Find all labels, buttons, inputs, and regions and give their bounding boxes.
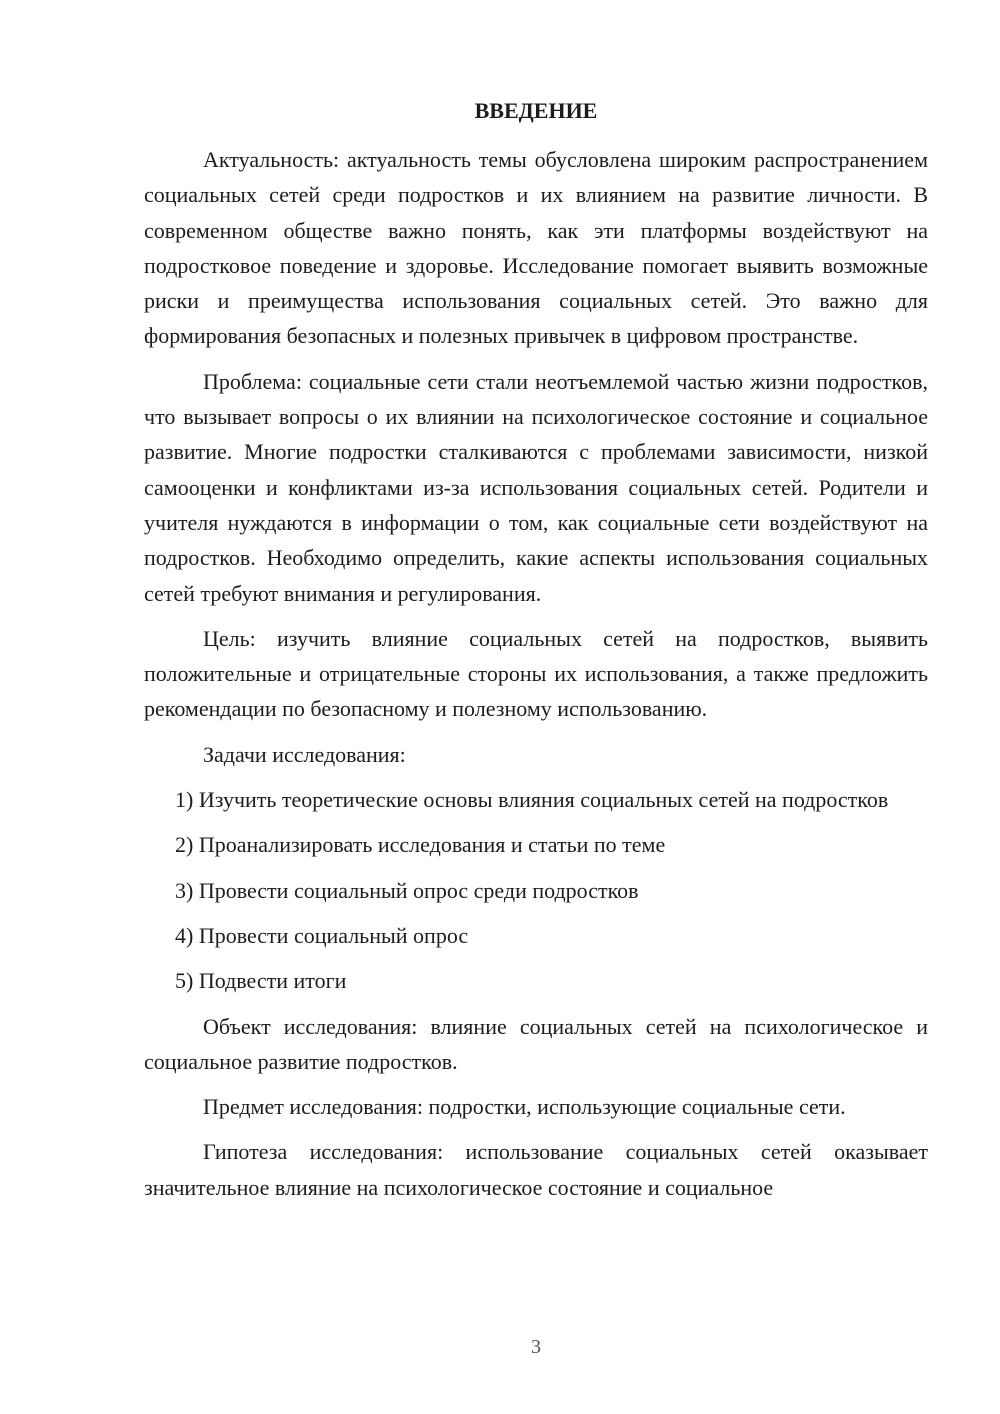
task-item-5: 5) Подвести итоги: [175, 968, 347, 994]
paragraph-tasks-heading: Задачи исследования:: [203, 741, 406, 767]
page-title: ВВЕДЕНИЕ: [474, 98, 598, 123]
document-page: [144, 94, 928, 1215]
page-number: 3: [531, 1336, 541, 1358]
task-item-3: 3) Провести социальный опрос среди подростков: [175, 877, 639, 903]
paragraph-goal: Цель: изучить влияние социальных сетей на подростков, выявить положительные и отрицательные стороны их использования, а также предложить рекомендации по безопасному и полезному использованию.: [144, 625, 928, 722]
paragraph-subject: Предмет исследования: подростки, использующие социальные сети.: [203, 1094, 846, 1120]
task-item-4: 4) Провести социальный опрос: [175, 922, 469, 948]
task-item-1: 1) Изучить теоретические основы влияния социальных сетей на подростков: [175, 787, 889, 813]
paragraph-relevance: Актуальность: актуальность темы обусловлена широким распространением социальных сетей среди подростков и их влиянием на развитие личности. В современном обществе важно понять, как эти платформы воздействуют на подростковое поведение и здоровье. Исследование помогает выявить возможные риски и преимущества использования социальных сетей. Это важно для формирования безопасных и полезных привычек в цифровом пространстве.: [144, 147, 928, 349]
paragraph-object: Объект исследования: влияние социальных сетей на психологическое и социальное развитие подростков.: [144, 1013, 928, 1074]
task-item-2: 2) Проанализировать исследования и статьи по теме: [175, 832, 666, 858]
paragraph-problem: Проблема: социальные сети стали неотъемлемой частью жизни подростков, что вызывает вопросы о их влиянии на психологическое состояние и социальное развитие. Многие подростки сталкиваются с проблемами зависимости, низкой самооценки и конфликтами из-за использования социальных сетей. Родители и учителя нуждаются в информации о том, как социальные сети воздействуют на подростков. Необходимо определить, какие аспекты использования социальных сетей требуют внимания и регулирования.: [144, 368, 928, 606]
paragraph-hypothesis: Гипотеза исследования: использование социальных сетей оказывает значительное влияние на психологическое состояние и социальное: [144, 1139, 928, 1200]
